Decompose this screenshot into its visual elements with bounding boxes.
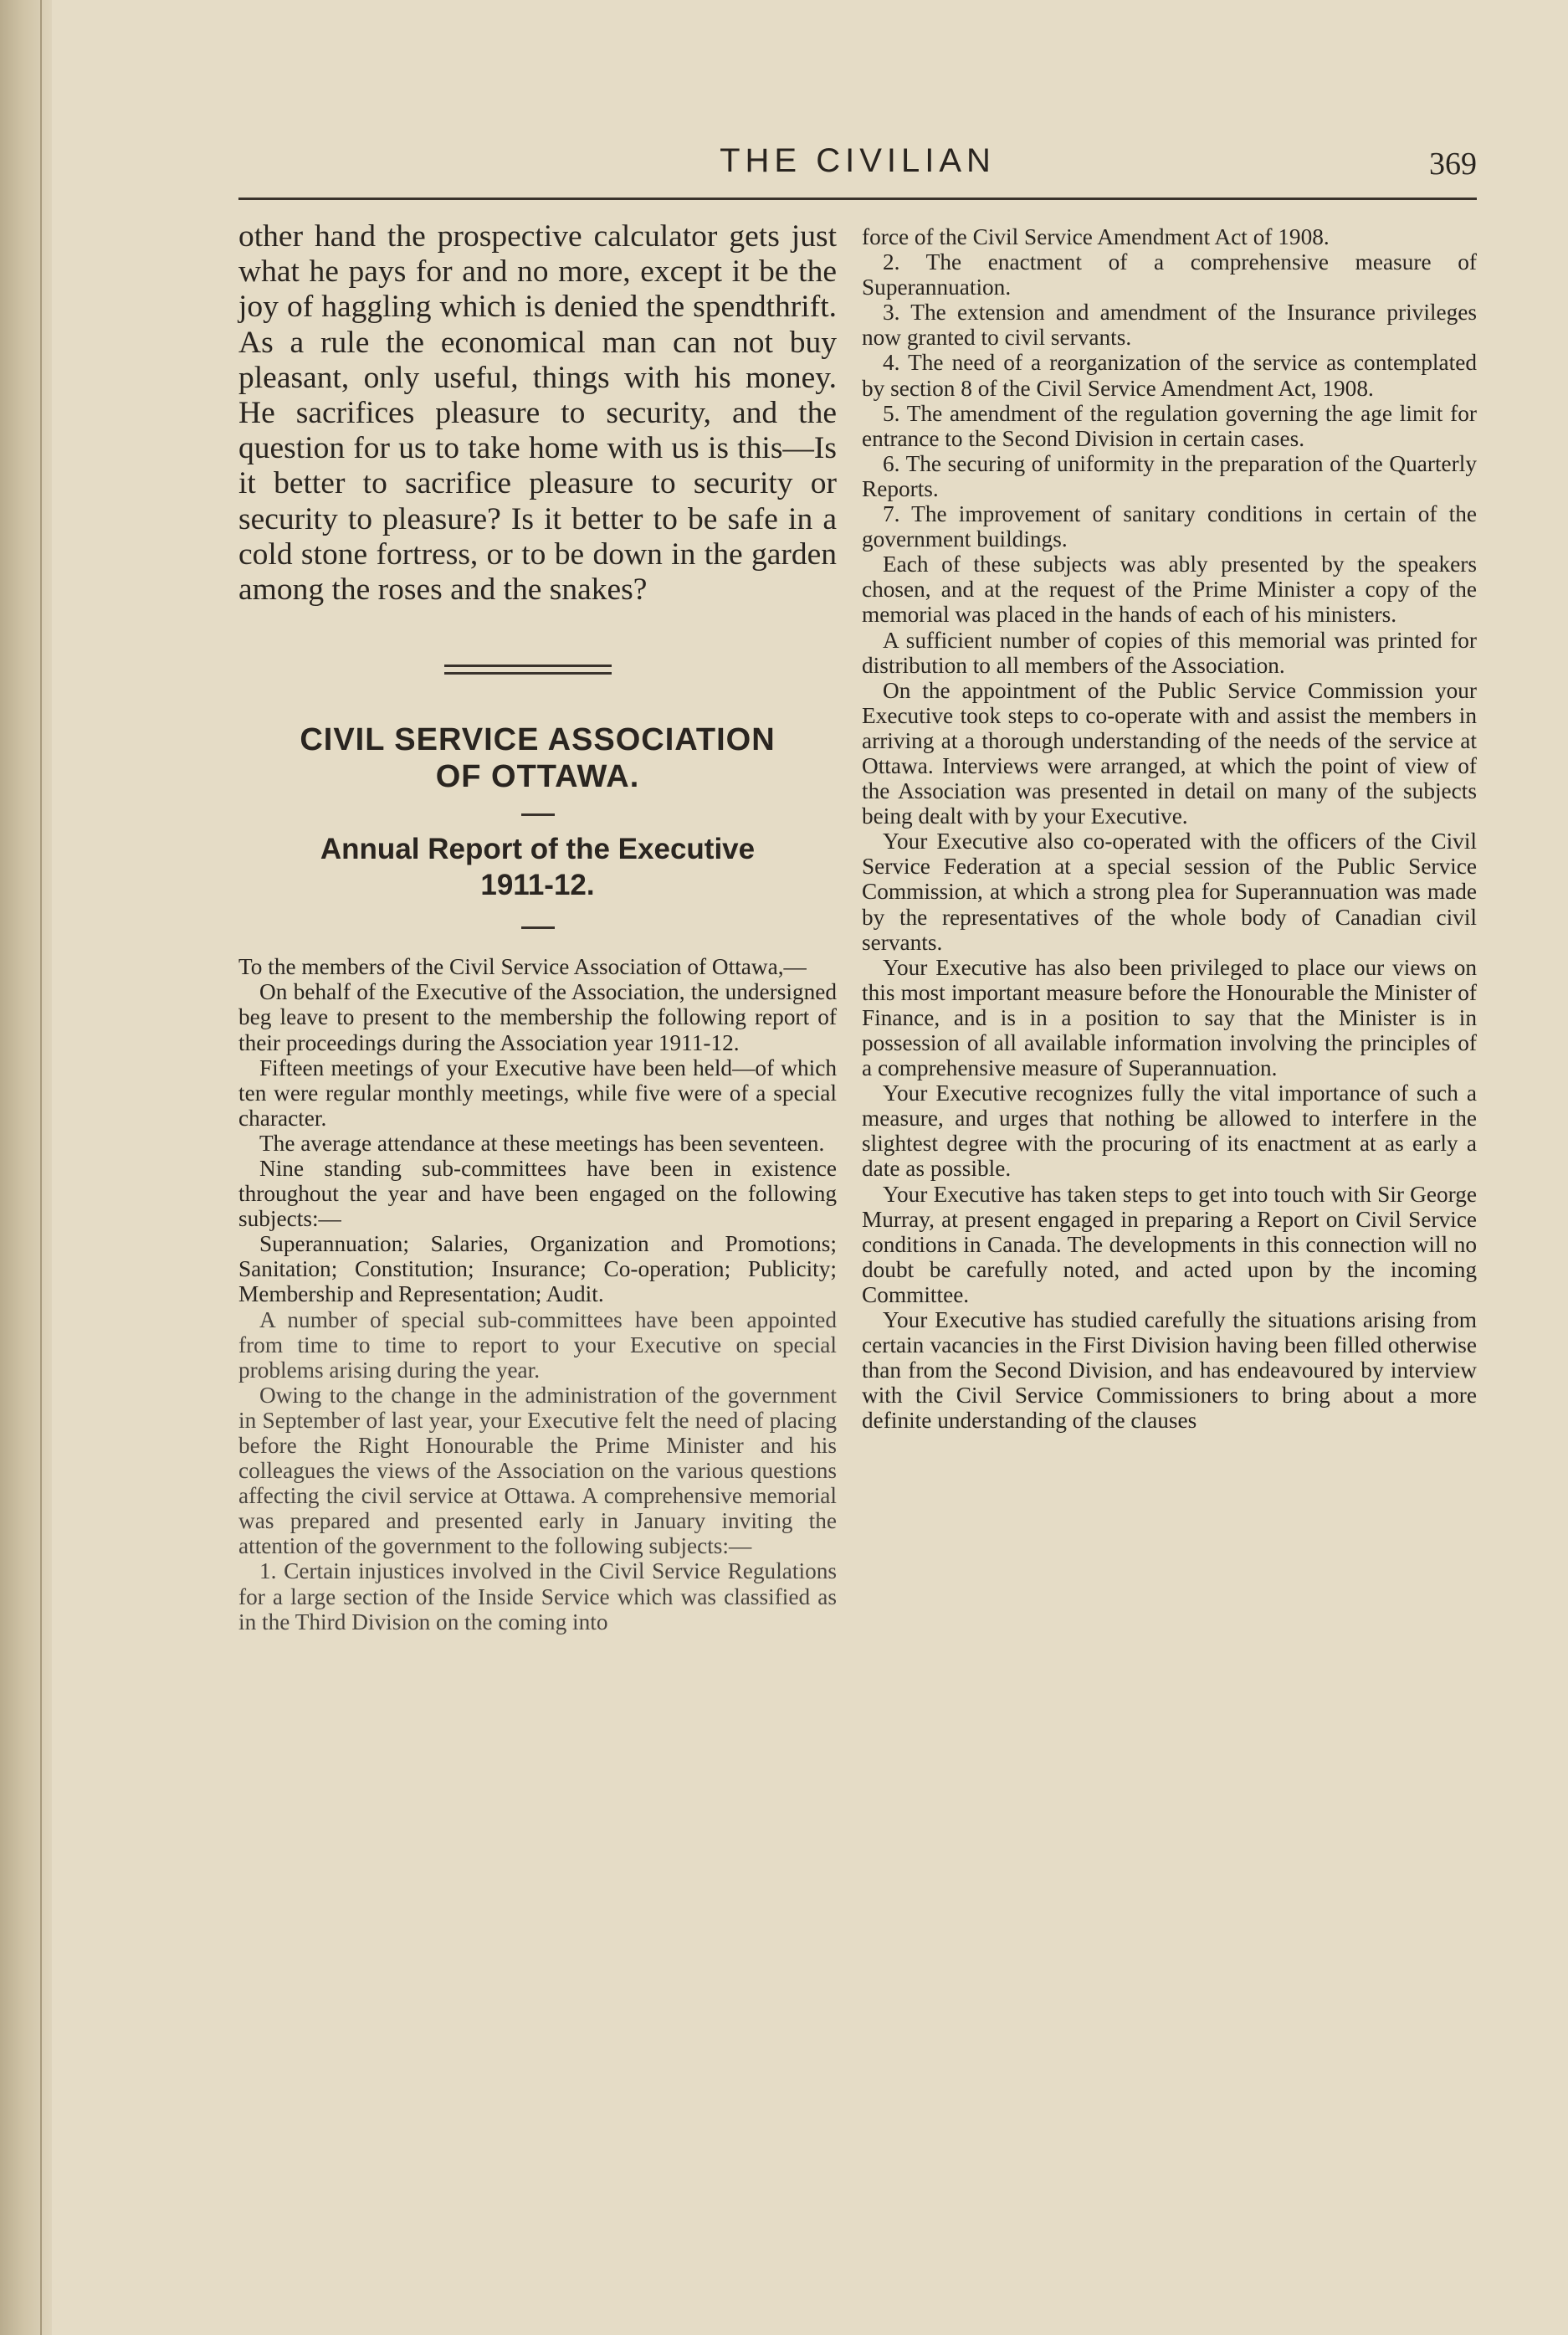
article-subheading-line-2: 1911-12.	[480, 869, 595, 902]
right-column	[862, 224, 1477, 1434]
paragraph: On the appointment of the Public Service Commission your Executive took steps to co-operate with and assist the members in arriving at a thorough understanding of the needs of the service at Ottawa. Interviews were arranged, at which the point of view of the Association was presented in detail on many of the subjects being dealt with by your Executive.	[862, 677, 1477, 829]
article-subheading-line-1: Annual Report of the Executive	[320, 833, 756, 866]
page-gutter	[0, 0, 52, 2335]
paragraph: The average attendance at these meetings has been seventeen.	[259, 1130, 825, 1156]
list-item-continued: force of the Civil Service Amendment Act of 1908.	[862, 224, 1330, 249]
binding-edge	[40, 0, 42, 2335]
list-item: 7. The improvement of sanitary conditions in certain of the government buildings.	[862, 501, 1477, 552]
paragraph: Your Executive recognizes fully the vital importance of such a measure, and urges that nothing be allowed to interfere in the slightest degree with the procuring of its enactment at as early a date as possible.	[862, 1080, 1477, 1182]
paragraph: A sufficient number of copies of this memorial was printed for distribution to all members of the Association.	[862, 627, 1477, 678]
list-item: 1. Certain injustices involved in the Civil Service Regulations for a large section of the Inside Service which was classified as in the Third Division on the coming into	[238, 1558, 837, 1634]
page-header	[238, 134, 1477, 189]
paragraph: A number of special sub-committees have been appointed from time to time to report to your Executive on special problems arising during the year.	[238, 1306, 837, 1383]
article-heading-line-1: CIVIL SERVICE ASSOCIATION	[300, 722, 776, 758]
running-title: THE CIVILIAN	[720, 142, 996, 179]
paragraph: Your Executive has also been privileged to place our views on this most important measure before the Honourable the Minister of Finance, and is in a position to say that the Minister is in possession of all available information involving the principles of a comprehensive measure of Superannuation.	[862, 954, 1477, 1081]
list-item: 4. The need of a reorganization of the service as contemplated by section 8 of the Civil Service Amendment Act, 1908.	[862, 350, 1477, 401]
paragraph: Owing to the change in the administration of the government in September of last year, your Executive felt the need of placing before the Right Honourable the Prime Minister and his colleagues the views of the Association on the various questions affecting the civil service at Ottawa. A comprehensive memorial was prepared and presented early in January inviting the attention of the government to the following subjects:—	[238, 1382, 837, 1559]
list-item: 2. The enactment of a comprehensive measure of Superannuation.	[862, 249, 1477, 300]
subheading-dash	[521, 926, 555, 929]
section-divider	[444, 665, 612, 675]
paragraph: Fifteen meetings of your Executive have been held—of which ten were regular monthly meetings, while five were of a special character.	[238, 1055, 837, 1131]
list-item: 3. The extension and amendment of the Insurance privileges now granted to civil servants.	[862, 300, 1477, 351]
header-rule	[238, 198, 1477, 200]
paragraph: Superannuation; Salaries, Organization and Promotions; Sanitation; Constitution; Insurance; Co-operation; Publicity; Membership and Representation; Audit.	[238, 1231, 837, 1307]
left-column	[238, 219, 837, 1634]
page-number: 369	[1429, 146, 1477, 182]
paragraph: On behalf of the Executive of the Association, the undersigned beg leave to present to the membership the following report of their proceedings during the Association year 1911-12.	[238, 979, 837, 1055]
list-item: 6. The securing of uniformity in the preparation of the Quarterly Reports.	[862, 450, 1477, 501]
paragraph: Your Executive has studied carefully the situations arising from certain vacancies in the First Division having been filled otherwise than from the Second Division, and has endeavoured by interview with the Civil Service Commissioners to bring about a more definite understanding of the clauses	[862, 1307, 1477, 1434]
essay-conclusion: other hand the prospective calculator gets just what he pays for and no more, except it be the joy of haggling which is denied the spendthrift. As a rule the economical man can not buy pleasant, only useful, things with his money. He sacrifices pleasure to security, and the question for us to take home with us is this—Is it better to sacrifice pleasure to security or security to pleasure? Is it better to be safe in a cold stone fortress, or to be down in the garden among the roses and the snakes?	[238, 219, 837, 608]
article-heading-line-2: OF OTTAWA.	[435, 759, 640, 795]
paragraph: Each of these subjects was ably presented by the speakers chosen, and at the request of the Prime Minister a copy of the memorial was placed in the hands of each of his ministers.	[862, 552, 1477, 628]
heading-dash	[521, 813, 555, 816]
salutation: To the members of the Civil Service Association of Ottawa,—	[238, 954, 807, 980]
list-item: 5. The amendment of the regulation governing the age limit for entrance to the Second Division in certain cases.	[862, 400, 1477, 451]
paragraph: Nine standing sub-committees have been in existence throughout the year and have been engaged on the following subjects:—	[238, 1155, 837, 1232]
paragraph: Your Executive also co-operated with the officers of the Civil Service Federation at a special session of the Public Service Commission, at which a strong plea for Superannuation was made by the representatives of the whole body of Canadian civil servants.	[862, 829, 1477, 955]
paragraph: Your Executive has taken steps to get into touch with Sir George Murray, at present engaged in preparing a Report on Civil Service conditions in Canada. The developments in this connection will no doubt be carefully noted, and acted upon by the incoming Committee.	[862, 1181, 1477, 1307]
